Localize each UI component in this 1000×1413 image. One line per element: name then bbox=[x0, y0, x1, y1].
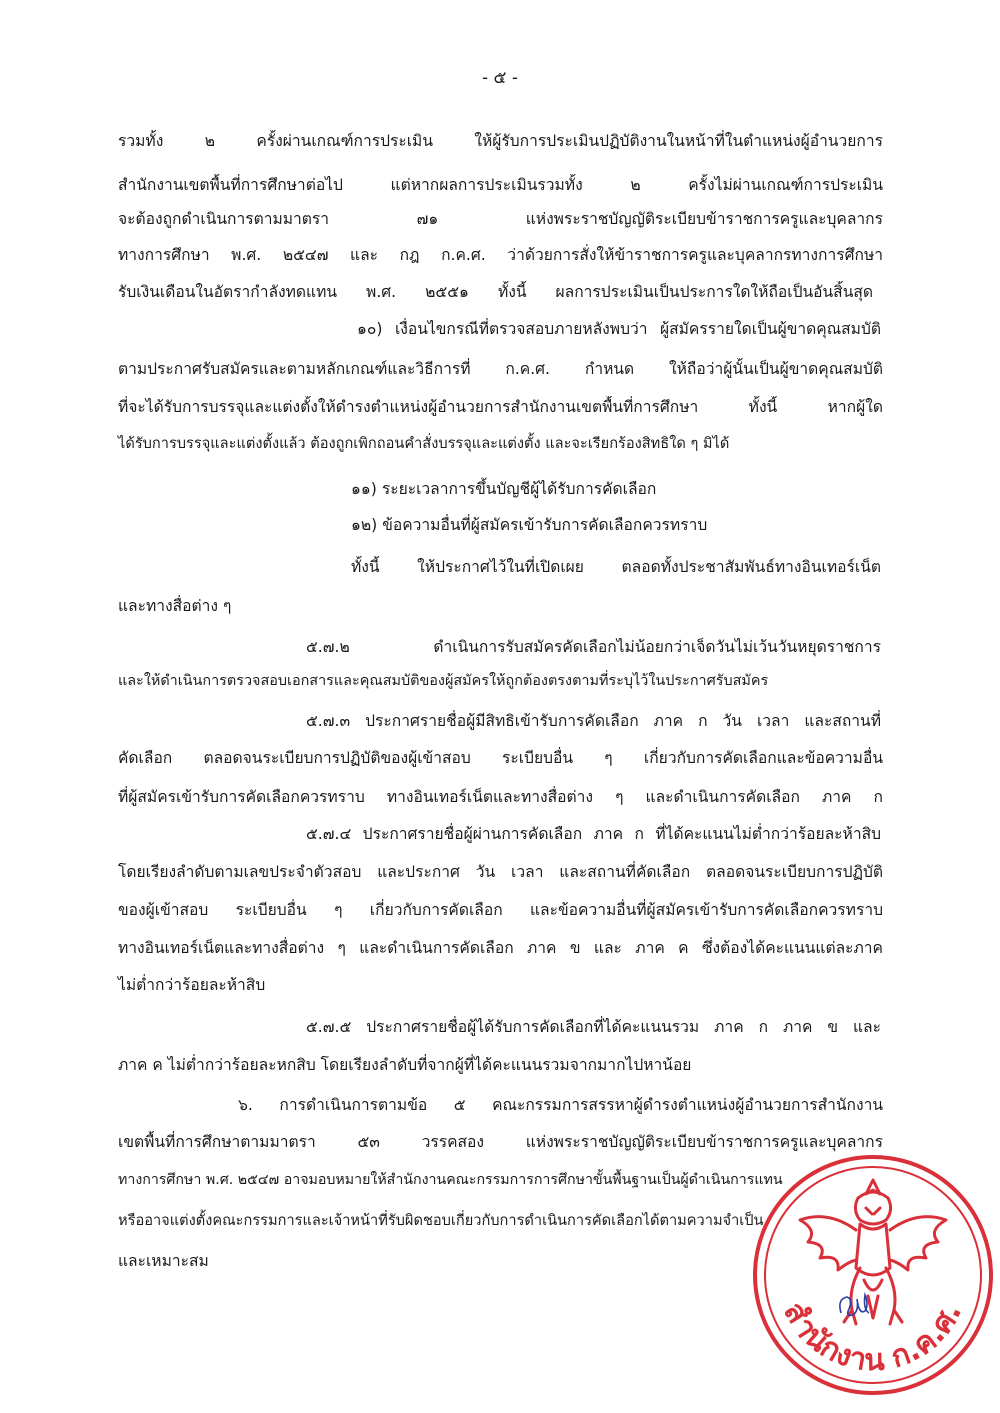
office-seal bbox=[748, 1150, 998, 1400]
body-line: ๑๐) เงื่อนไขกรณีที่ตรวจสอบภายหลังพบว่า ผู้สมัครรายใดเป็นผู้ขาดคุณสมบัติ bbox=[357, 320, 881, 338]
body-line: ของผู้เข้าสอบ ระเบียบอื่น ๆ เกี่ยวกับการคัดเลือก และข้อความอื่นที่ผู้สมัครเข้ารับการคัดเลือกควรทราบ bbox=[118, 901, 883, 919]
body-line: ๑๒) ข้อความอื่นที่ผู้สมัครเข้ารับการคัดเลือกควรทราบ bbox=[351, 516, 708, 534]
body-line: ๕.๗.๒ ดำเนินการรับสมัครคัดเลือกไม่น้อยกว่าเจ็ดวันไม่เว้นวันหยุดราชการ bbox=[306, 638, 881, 656]
body-line: และทางสื่อต่าง ๆ bbox=[118, 597, 232, 615]
body-line: ทางการศึกษา พ.ศ. ๒๕๔๗ อาจมอบหมายให้สำนักงานคณะกรรมการการศึกษาขั้นพื้นฐานเป็นผู้ดำเนินการแทน bbox=[118, 1172, 783, 1188]
body-line: ทางการศึกษา พ.ศ. ๒๕๔๗ และ กฎ ก.ค.ศ. ว่าด้วยการสั่งให้ข้าราชการครูและบุคลากรทางการศึกษา bbox=[118, 246, 883, 264]
body-line: สำนักงานเขตพื้นที่การศึกษาต่อไป แต่หากผลการประเมินรวมทั้ง ๒ ครั้งไม่ผ่านเกณฑ์การประเมิน bbox=[118, 176, 883, 194]
body-line: ๕.๗.๔ ประกาศรายชื่อผู้ผ่านการคัดเลือก ภาค ก ที่ได้คะแนนไม่ต่ำกว่าร้อยละห้าสิบ bbox=[306, 825, 881, 843]
body-line: โดยเรียงลำดับตามเลขประจำตัวสอบ และประกาศ วัน เวลา และสถานที่คัดเลือก ตลอดจนระเบียบการปฏิบัติ bbox=[118, 863, 883, 881]
body-line: ๑๑) ระยะเวลาการขึ้นบัญชีผู้ได้รับการคัดเลือก bbox=[351, 480, 657, 498]
body-line: รับเงินเดือนในอัตรากำลังทดแทน พ.ศ. ๒๕๕๑ ทั้งนี้ ผลการประเมินเป็นประการใดให้ถือเป็นอันสิ้นสุด bbox=[118, 283, 873, 301]
body-line: รวมทั้ง ๒ ครั้งผ่านเกณฑ์การประเมิน ให้ผู้รับการประเมินปฏิบัติงานในหน้าที่ในตำแหน่งผู้อำนวยการ bbox=[118, 132, 883, 150]
body-line: จะต้องถูกดำเนินการตามมาตรา ๗๑ แห่งพระราชบัญญัติระเบียบข้าราชการครูและบุคลากร bbox=[118, 210, 883, 228]
body-line: ทางอินเทอร์เน็ตและทางสื่อต่าง ๆ และดำเนินการคัดเลือก ภาค ข และ ภาค ค ซึ่งต้องได้คะแนนแต่ละภาค bbox=[118, 939, 883, 957]
body-line: เขตพื้นที่การศึกษาตามมาตรา ๕๓ วรรคสอง แห่งพระราชบัญญัติระเบียบข้าราชการครูและบุคลากร bbox=[118, 1133, 883, 1151]
body-line: ที่จะได้รับการบรรจุและแต่งตั้งให้ดำรงตำแหน่งผู้อำนวยการสำนักงานเขตพื้นที่การศึกษา ทั้งนี้ หากผู้ใด bbox=[118, 398, 883, 416]
body-line: และเหมาะสม bbox=[118, 1252, 209, 1270]
body-line: ๕.๗.๓ ประกาศรายชื่อผู้มีสิทธิเข้ารับการคัดเลือก ภาค ก วัน เวลา และสถานที่ bbox=[306, 712, 881, 730]
body-line: ที่ผู้สมัครเข้ารับการคัดเลือกควรทราบ ทางอินเทอร์เน็ตและทางสื่อต่าง ๆ และดำเนินการคัดเลือก ภาค ก bbox=[118, 788, 883, 806]
body-line: ๖. การดำเนินการตามข้อ ๕ คณะกรรมการสรรหาผู้ดำรงตำแหน่งผู้อำนวยการสำนักงาน bbox=[238, 1096, 883, 1114]
body-line: ๕.๗.๕ ประกาศรายชื่อผู้ได้รับการคัดเลือกที่ได้คะแนนรวม ภาค ก ภาค ข และ bbox=[306, 1018, 881, 1036]
page-number: - ๕ - bbox=[482, 68, 518, 88]
garuda-emblem-icon bbox=[748, 1150, 998, 1400]
signature-initials-icon bbox=[835, 1285, 875, 1325]
body-line: ไม่ต่ำกว่าร้อยละห้าสิบ bbox=[118, 976, 266, 994]
body-line: หรืออาจแต่งตั้งคณะกรรมการและเจ้าหน้าที่รับผิดชอบเกี่ยวกับการดำเนินการคัดเลือกได้ตามความจำเป็น bbox=[118, 1212, 764, 1229]
body-line: ตามประกาศรับสมัครและตามหลักเกณฑ์และวิธีการที่ ก.ค.ศ. กำหนด ให้ถือว่าผู้นั้นเป็นผู้ขาดคุณสมบัติ bbox=[118, 360, 883, 378]
body-line: ภาค ค ไม่ต่ำกว่าร้อยละหกสิบ โดยเรียงลำดับที่จากผู้ที่ได้คะแนนรวมจากมากไปหาน้อย bbox=[118, 1056, 692, 1074]
body-line: ทั้งนี้ ให้ประกาศไว้ในที่เปิดเผย ตลอดทั้งประชาสัมพันธ์ทางอินเทอร์เน็ต bbox=[351, 558, 881, 576]
body-line: และให้ดำเนินการตรวจสอบเอกสารและคุณสมบัติของผู้สมัครให้ถูกต้องตรงตามที่ระบุไว้ในประกาศรับสมัคร bbox=[118, 673, 769, 689]
body-line: คัดเลือก ตลอดจนระเบียบการปฏิบัติของผู้เข้าสอบ ระเบียบอื่น ๆ เกี่ยวกับการคัดเลือกและข้อความอื่น bbox=[118, 749, 883, 767]
body-line: ได้รับการบรรจุและแต่งตั้งแล้ว ต้องถูกเพิกถอนคำสั่งบรรจุและแต่งตั้ง และจะเรียกร้องสิทธิใด ๆ มิได้ bbox=[118, 435, 730, 452]
seal-text: สำนักงาน ก.ค.ศ. bbox=[776, 1295, 970, 1379]
